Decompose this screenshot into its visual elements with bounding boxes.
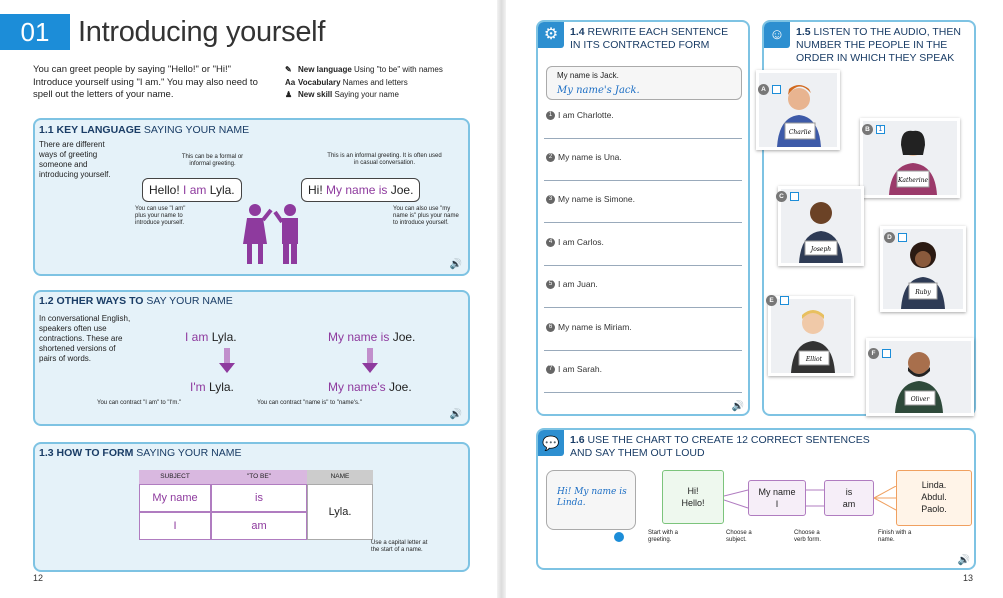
section-1-3 — [33, 442, 470, 572]
people-illustration — [235, 202, 305, 266]
svg-text:Charlie: Charlie — [788, 129, 812, 136]
answer-line[interactable] — [544, 350, 742, 351]
photo-b — [860, 118, 960, 198]
left-page — [0, 0, 497, 598]
subject-cell-2: I — [139, 512, 211, 540]
listener-icon: ☺ — [764, 22, 790, 48]
note-greeting: Start with a greeting. — [648, 530, 679, 543]
note-verb: Choose a verb form. — [794, 530, 822, 543]
checkbox-e[interactable] — [780, 296, 789, 305]
unit-meta: ✎ New language Using "to be" with names Aa Vocabulary Names and letters ♟ New skill Saying your name — [285, 64, 443, 102]
section-1-4-title: 1.4 REWRITE EACH SENTENCE IN ITS CONTRACTED FORM — [570, 26, 729, 51]
verb-cell-1: is — [211, 484, 307, 512]
audio-icon[interactable]: 🔊 — [731, 401, 744, 412]
audio-icon[interactable]: 🔊 — [449, 259, 462, 270]
svg-text:Elliot: Elliot — [805, 356, 823, 363]
note-informal: This is an informal greeting. It is often used in casual conversation. — [327, 153, 442, 166]
exercise-item-3: 3 My name is Simone. — [546, 194, 635, 204]
vocabulary-icon: Aa — [285, 77, 296, 87]
intro-text: You can greet people by saying "Hello!" or "Hi!" Introduce yourself using "I am." You may also need to spell out the letters of your name. — [33, 64, 258, 100]
svg-text:Oliver: Oliver — [910, 396, 930, 403]
right-page — [506, 0, 1003, 598]
section-1-2-desc: In conversational English, speakers often use contractions. These are shortened versions of pairs of words. — [39, 314, 131, 363]
page-number-right: 13 — [962, 573, 973, 583]
section-1-3-title: 1.3 HOW TO FORM SAYING YOUR NAME — [39, 447, 242, 459]
unit-title: Introducing yourself — [78, 16, 326, 48]
note-subject: Choose a subject. — [726, 530, 752, 543]
answer-line[interactable] — [544, 222, 742, 223]
exercise-item-7: 7 I am Sarah. — [546, 364, 602, 374]
contract-note-2: You can contract "name is" to "name's." — [257, 400, 362, 406]
answer-line[interactable] — [544, 392, 742, 393]
audio-icon[interactable]: 🔊 — [449, 409, 462, 420]
checkbox-f[interactable] — [882, 349, 891, 358]
audio-icon[interactable]: 🔊 — [957, 555, 970, 566]
checkbox-d[interactable] — [898, 233, 907, 242]
unit-number: 01 — [0, 14, 70, 50]
speech-bubble-icon: 💬 — [538, 430, 564, 456]
arrow-head-1 — [219, 363, 235, 373]
name-box: Linda. Abdul. Paolo. — [896, 470, 972, 526]
arrow-2 — [367, 348, 373, 364]
section-1-1 — [33, 118, 470, 276]
letter-e: E — [766, 295, 777, 306]
short-form-1: I'm Lyla. — [190, 380, 234, 394]
gears-icon: ⚙ — [538, 22, 564, 48]
exercise-item-4: 4 I am Carlos. — [546, 237, 604, 247]
answer-line[interactable] — [544, 138, 742, 139]
section-1-4 — [536, 20, 750, 416]
bubble-hi: Hi! My name is Joe. — [301, 178, 420, 202]
letter-b: B — [862, 124, 873, 135]
bubble-dot — [614, 532, 624, 542]
arrow-head-2 — [362, 363, 378, 373]
example-bubble — [546, 470, 636, 530]
letter-d: D — [884, 232, 895, 243]
note-my-name-is: You can also use "my name is" plus your name to introduce yourself. — [393, 206, 459, 226]
chart-connectors — [724, 486, 896, 516]
checkbox-b[interactable]: 1 — [876, 125, 885, 134]
checkbox-a[interactable] — [772, 85, 781, 94]
exercise-item-1: 1 I am Charlotte. — [546, 110, 614, 120]
example-question: My name is Jack. — [557, 71, 619, 80]
section-1-5-title: 1.5 LISTEN TO THE AUDIO, THEN NUMBER THE PEOPLE IN THE ORDER IN WHICH THEY SPEAK — [796, 26, 961, 64]
example-box — [546, 66, 742, 100]
subject-box: My name I — [748, 480, 806, 516]
section-1-1-desc: There are different ways of greeting someone and introducing yourself. — [39, 140, 111, 179]
answer-line[interactable] — [544, 307, 742, 308]
verb-cell-2: am — [211, 512, 307, 540]
verb-box: is am — [824, 480, 874, 516]
answer-line[interactable] — [544, 265, 742, 266]
section-1-6 — [536, 428, 976, 570]
note-formal: This can be a formal or informal greeting. — [181, 154, 244, 167]
photo-a — [756, 70, 840, 150]
short-form-2: My name's Joe. — [328, 380, 412, 394]
exercise-item-5: 5 I am Juan. — [546, 279, 598, 289]
exercise-item-6: 6 My name is Miriam. — [546, 322, 632, 332]
svg-text:Katherine: Katherine — [897, 177, 929, 184]
checkbox-c[interactable] — [790, 192, 799, 201]
name-cell: Lyla. — [307, 484, 373, 540]
letter-a: A — [758, 84, 769, 95]
note-i-am: You can use "I am" plus your name to introduce yourself. — [135, 206, 186, 226]
svg-text:Joseph: Joseph — [810, 246, 832, 253]
bubble-hello: Hello! I am Lyla. — [142, 178, 242, 202]
section-1-2 — [33, 290, 470, 426]
letter-f: F — [868, 348, 879, 359]
page-number-left: 12 — [33, 573, 44, 583]
capital-note: Use a capital letter at the start of a name. — [371, 540, 428, 553]
speech-icon: ✎ — [285, 65, 292, 74]
skill-icon: ♟ — [285, 90, 293, 99]
photo-e — [768, 296, 854, 376]
answer-line[interactable] — [544, 180, 742, 181]
section-1-5 — [762, 20, 976, 416]
book-spine — [497, 0, 506, 598]
example-answer: My name's Jack. — [557, 85, 640, 96]
full-form-1: I am Lyla. — [185, 330, 237, 344]
section-1-6-title: 1.6 USE THE CHART TO CREATE 12 CORRECT SENTENCES AND SAY THEM OUT LOUD — [570, 434, 870, 459]
arrow-1 — [224, 348, 230, 364]
header-subject: SUBJECT — [139, 470, 211, 484]
section-1-2-title: 1.2 OTHER WAYS TO SAY YOUR NAME — [39, 295, 233, 307]
header-to-be: "TO BE" — [211, 470, 307, 484]
note-name: Finish with a name. — [878, 530, 912, 543]
header-name: NAME — [307, 470, 373, 484]
letter-c: C — [776, 191, 787, 202]
subject-cell-1: My name — [139, 484, 211, 512]
exercise-item-2: 2 My name is Una. — [546, 152, 622, 162]
contract-note-1: You can contract "I am" to "I'm." — [97, 400, 182, 406]
example-sentence: Hi! My name is Linda. — [557, 487, 627, 508]
svg-text:Ruby: Ruby — [915, 289, 931, 296]
greeting-box: Hi! Hello! — [662, 470, 724, 524]
section-1-1-title: 1.1 KEY LANGUAGE SAYING YOUR NAME — [39, 124, 250, 136]
full-form-2: My name is Joe. — [328, 330, 416, 344]
